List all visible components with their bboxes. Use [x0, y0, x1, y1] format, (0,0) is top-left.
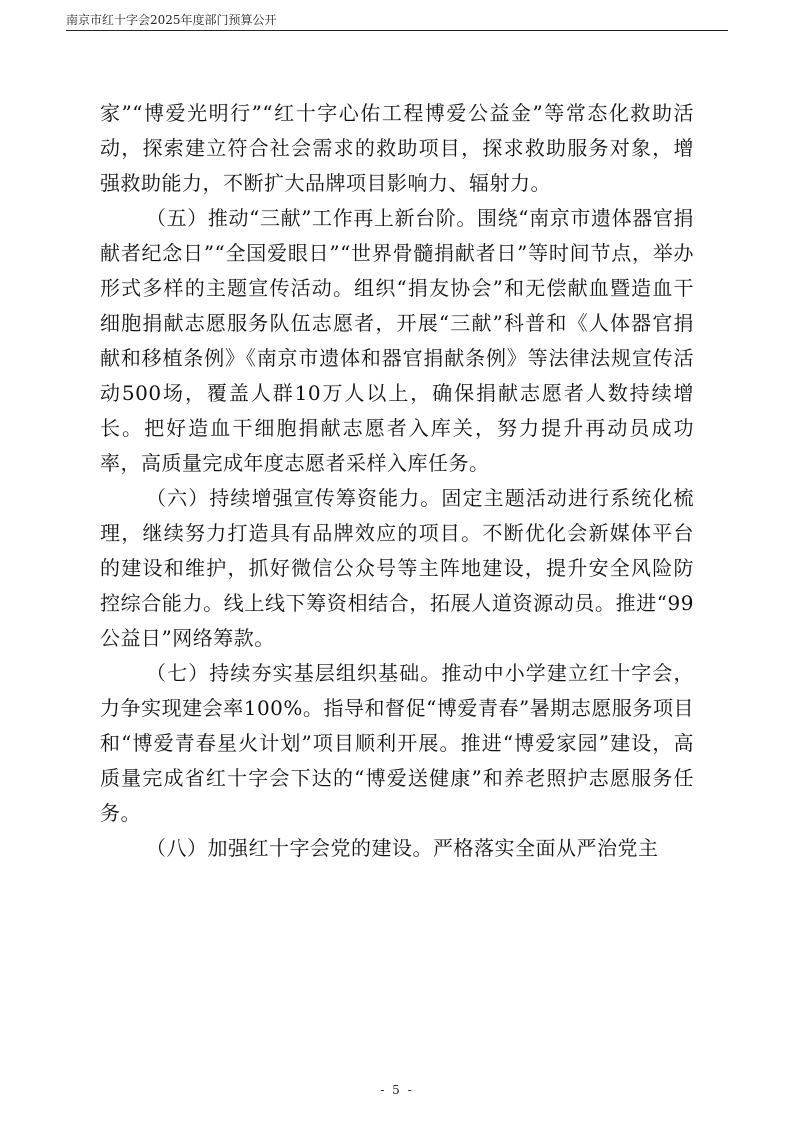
- page-header: [66, 10, 728, 31]
- paragraph-3: （六）持续增强宣传筹资能力。固定主题活动进行系统化梳理，继续努力打造具有品牌效应的项目。不断优化会新媒体平台的建设和维护，抓好微信公众号等主阵地建设，提升安全风险防控综合能力。线上线下筹资相结合，拓展人道资源动员。推进“99公益日”网络筹款。: [100, 486, 694, 650]
- paragraph-4: （七）持续夯实基层组织基础。推动中小学建立红十字会，力争实现建会率100%。指导和督促“博爱青春”暑期志愿服务项目和“博爱青春星火计划”项目顺利开展。推进“博爱家园”建设，高质量完成省红十字会下达的“博爱送健康”和养老照护志愿服务任务。: [100, 661, 694, 825]
- paragraph-5: （八）加强红十字会党的建设。严格落实全面从严治党主: [146, 836, 659, 860]
- document-body: [100, 96, 694, 866]
- header-title: 南京市红十字会2025年度部门预算公开: [66, 13, 277, 27]
- paragraph-1: 家”“博爱光明行”“红十字心佑工程博爱公益金”等常态化救助活动，探索建立符合社会需求的救助项目，探求救助服务对象，增强救助能力，不断扩大品牌项目影响力、辐射力。: [100, 101, 694, 195]
- paragraph-2: （五）推动“三献”工作再上新台阶。围绕“南京市遗体器官捐献者纪念日”“全国爱眼日”“世界骨髓捐献者日”等时间节点，举办形式多样的主题宣传活动。组织“捐友协会”和无偿献血暨造血干细胞捐献志愿服务队伍志愿者，开展“三献”科普和《人体器官捐献和移植条例》《南京市遗体和器官捐献条例》等法律法规宣传活动500场，覆盖人群10万人以上，确保捐献志愿者人数持续增长。把好造血干细胞捐献志愿者入库关，努力提升再动员成功率，高质量完成年度志愿者采样入库任务。: [100, 206, 694, 475]
- page-number: - 5 -: [380, 1083, 414, 1097]
